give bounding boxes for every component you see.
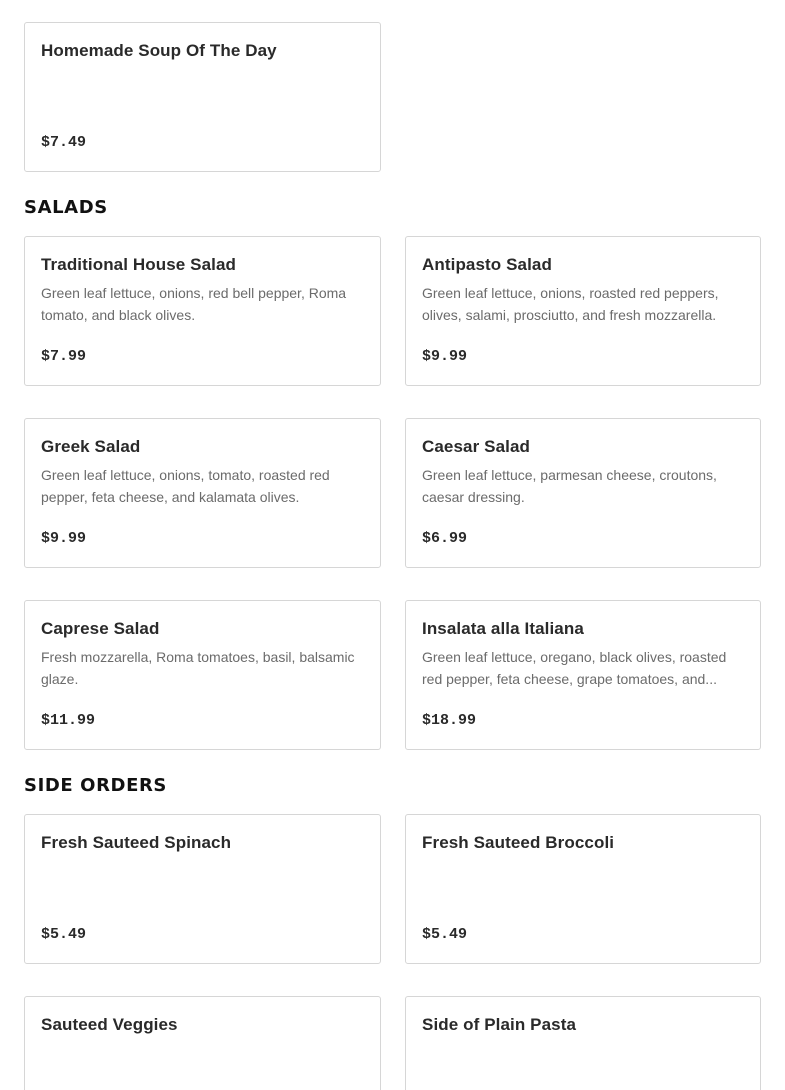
menu-item-card[interactable] xyxy=(24,996,381,1090)
menu-item-price: $9.99 xyxy=(41,530,87,547)
section-title-salads: SALADS xyxy=(24,197,108,218)
menu-item-name: Side of Plain Pasta xyxy=(422,1015,577,1034)
menu-item-name: Caesar Salad xyxy=(422,437,530,456)
menu-item-name: Sauteed Veggies xyxy=(41,1015,178,1034)
menu-item-card[interactable] xyxy=(24,600,381,750)
menu-item-price: $11.99 xyxy=(41,712,96,729)
menu-item-price: $7.49 xyxy=(41,134,87,151)
menu-item-name: Traditional House Salad xyxy=(41,255,237,274)
menu-item-description: Green leaf lettuce, onions, roasted red peppers, olives, salami, prosciutto, and fresh mozzarella. xyxy=(422,285,719,323)
menu-item-card[interactable] xyxy=(405,236,761,386)
menu-item-description: Fresh mozzarella, Roma tomatoes, basil, balsamic glaze. xyxy=(41,649,355,687)
menu-item-name: Antipasto Salad xyxy=(422,255,552,274)
menu-item-description: Green leaf lettuce, onions, tomato, roasted red pepper, feta cheese, and kalamata olives. xyxy=(41,467,330,505)
menu-item-name: Caprese Salad xyxy=(41,619,160,638)
menu-item-name: Homemade Soup Of The Day xyxy=(41,41,277,60)
menu-item-price: $5.49 xyxy=(41,926,87,943)
menu-item-card[interactable] xyxy=(405,418,761,568)
menu-item-name: Insalata alla Italiana xyxy=(422,619,584,638)
menu-item-card[interactable] xyxy=(405,600,761,750)
menu-item-price: $18.99 xyxy=(422,712,477,729)
menu-item-name: Fresh Sauteed Spinach xyxy=(41,833,232,852)
menu-item-card[interactable] xyxy=(405,814,761,964)
menu-item-card[interactable] xyxy=(24,22,381,172)
menu-item-card[interactable] xyxy=(24,236,381,386)
menu-item-description: Green leaf lettuce, parmesan cheese, croutons, caesar dressing. xyxy=(422,467,717,505)
menu-item-price: $6.99 xyxy=(422,530,468,547)
menu-item-card[interactable] xyxy=(405,996,761,1090)
section-title-side-orders: SIDE ORDERS xyxy=(24,775,167,796)
menu-item-name: Greek Salad xyxy=(41,437,141,456)
menu-item-card[interactable] xyxy=(24,814,381,964)
menu-item-price: $7.99 xyxy=(41,348,87,365)
menu-item-description: Green leaf lettuce, onions, red bell pepper, Roma tomato, and black olives. xyxy=(41,285,347,323)
menu-item-card[interactable] xyxy=(24,418,381,568)
menu-item-price: $5.49 xyxy=(422,926,468,943)
menu-item-name: Fresh Sauteed Broccoli xyxy=(422,833,615,852)
menu-item-description: Green leaf lettuce, oregano, black olives, roasted red pepper, feta cheese, grape tomatoes, and... xyxy=(422,649,727,687)
menu-item-price: $9.99 xyxy=(422,348,468,365)
